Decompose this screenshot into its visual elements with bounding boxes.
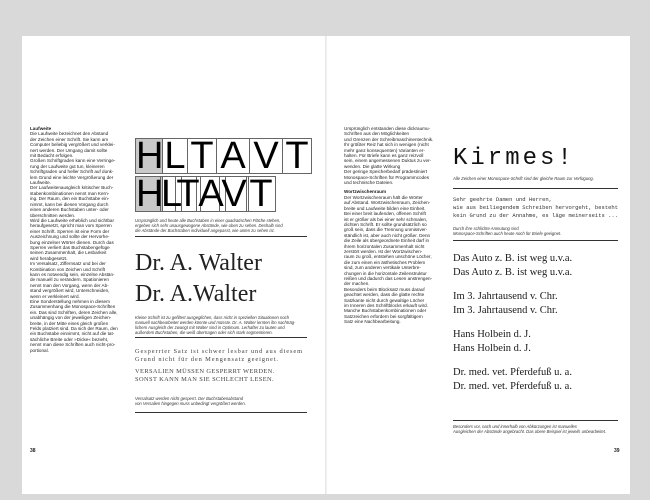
- body-text-line: geachtet werden, dass die glatte rechte: [344, 292, 425, 298]
- section-heading-wortzwischenraum: Wortzwischenraum: [344, 189, 387, 195]
- body-text-line: Der geringe Speicherbedarf prädestiniert: [344, 169, 427, 175]
- body-text-line: kann es notwendig sein, einzelne Abstän-: [30, 271, 115, 277]
- body-text-line: Der Wortzwischenraum hält die Wörter: [344, 194, 423, 200]
- body-text-line: Besonders beim Blocksatz muss darauf: [344, 286, 425, 292]
- body-text-line: Im Versalsatz, Ziffernsatz und bei der: [30, 261, 106, 267]
- divider-rule: [453, 188, 618, 189]
- abbreviation-line: Hans Holbein d. J.: [453, 329, 531, 340]
- body-text-line: Bei einer breit laufenden, offenen Schrift: [344, 211, 426, 217]
- kerning-glyph: V: [221, 173, 247, 215]
- caption-line: von Versalien hingegen muss unbedingt vergrößert werden.: [135, 401, 246, 406]
- body-text-line: sind, zum anderen vertikale Unterbre-: [344, 265, 421, 271]
- abbreviation-line: Im 3. Jahrtausend v. Chr.: [453, 291, 558, 302]
- body-text-line: der Zeichen einer Schrift. Sie kann am: [30, 136, 109, 142]
- divider-rule: [135, 236, 307, 237]
- kerning-caption: [135, 218, 310, 233]
- kerning-glyph: L: [161, 173, 183, 215]
- body-text-line: im Inneren des Schriftblocks erkauft wird.: [344, 303, 428, 308]
- kerning-cell: [219, 173, 249, 215]
- section-heading-laufweite: Laufweite: [30, 126, 52, 131]
- body-text-line: Wird die Laufweite erheblich und sichtbar: [30, 217, 115, 223]
- abbreviation-line: Dr. med. vet. Pferdefuß u. a.: [453, 367, 572, 378]
- kerning-glyph: A: [220, 135, 246, 177]
- body-text-line: dichten Schrift. Er sollte grundsätzlich so: [344, 221, 427, 227]
- divider-rule: [135, 337, 307, 338]
- body-text-line: groß sein, dass die Trennung unmissver-: [344, 227, 428, 233]
- caption-line: ergeben sich sehr unausgewogene Abstände, wie oben zu sehen. Deshalb sind: [135, 223, 283, 228]
- versal-line-1: VERSALIEN MÜSSEN GESPERRT WERDEN.: [135, 368, 275, 375]
- body-text-line: mit Bedacht erfolgen.: [30, 153, 74, 159]
- body-text-line: lem Grund eine leichte Vergrößerung der: [30, 174, 114, 180]
- body-text-line: Der Laufweitenausgleich kritischer Buch-: [30, 185, 114, 191]
- caption-line: Ausgleichen der Abstände angebracht. Das obere Beispiel ist jeweils unbearbeitet.: [453, 429, 607, 434]
- caption-line: außerdem Buchstaben, die weiß übertragen oder sich stark segmentieren.: [135, 330, 273, 335]
- gutter: [325, 36, 327, 494]
- caption-line: Versalsatz werden nicht gesperrt. Der Buchstabenabstand: [135, 396, 244, 401]
- body-text-line: seinen Zusammenhalt, die Lesbarkeit: [30, 250, 107, 256]
- body-text-line: ein Buchstabe einnimmt, nicht auf die tat-: [30, 331, 115, 337]
- body-text-line: wenn er verkleinert wird.: [30, 293, 80, 299]
- kerning-cell: [246, 173, 276, 215]
- body-text-line: die Zeile als übergeordnete Einheit darf in: [344, 238, 430, 244]
- body-text-line: nennt man den Vorgang, wenn der Ab-: [30, 282, 109, 288]
- body-text-line: reißen und dadurch das Lesen anstrengen-: [344, 275, 433, 281]
- body-text-line: raum zu groß, entstehen unschöne Löcher,: [344, 254, 432, 260]
- divider-rule: [453, 420, 618, 421]
- body-text-line: sein, einem angemessenen Duktus zu ver-: [344, 158, 432, 164]
- body-text-line: ein. Das sind Schriften, deren Zeichen alle,: [30, 309, 118, 315]
- caption-line: Durch ihre schlichte Anmutung sind: [453, 226, 519, 231]
- letter-line-1: Sehr geehrte Damen und Herren,: [453, 196, 553, 203]
- body-text-line: halten. Für Briefe kann es ganz reizvoll: [344, 153, 424, 159]
- kerning-glyph: T: [190, 135, 214, 177]
- body-text-line: der machen.: [344, 281, 370, 287]
- walter-caption: [135, 315, 310, 335]
- kerning-glyph: T: [285, 135, 309, 177]
- caption-line: die Abstände der Buchstaben individuell angepasst, wie unten zu sehen ist.: [135, 228, 275, 233]
- spaced-caption: [135, 396, 310, 406]
- page-number-right: 39: [614, 448, 620, 454]
- kerning-glyph: T: [176, 173, 200, 215]
- body-text-line: Computer beliebig vergrößert und verklei-: [30, 142, 115, 148]
- body-text-line: einer Schrift. Sperren ist eine Form der: [30, 228, 110, 234]
- caption-line: Ursprünglich und heute alle Buchstaben in einer quadratischen Fläche stehen,: [135, 218, 281, 223]
- body-text-line: Schriften aus den Möglichkeiten: [344, 131, 410, 137]
- versal-line-2: SONST KANN MAN SIE SCHLECHT LESEN.: [135, 376, 275, 383]
- body-text-line: heraufgesetzt, spricht man vom Sperren: [30, 223, 112, 229]
- body-text-line: stand vergrößert wird, Unterschneiden,: [30, 288, 110, 294]
- body-text-line: Satzkante nicht durch gewaltige Löcher: [344, 297, 425, 303]
- body-text-line: Die Laufweite bezeichnet den Abstand: [30, 131, 109, 137]
- body-text-line: ständlich ist, aber auch nicht größer. Denn: [344, 232, 431, 238]
- body-text-line: portional.: [30, 347, 49, 353]
- body-text-line: nimmt, kann bei diesen Vorgang durch: [30, 201, 109, 207]
- divider-rule: [135, 412, 307, 413]
- kirmes-mono-example: Kirmes!: [453, 145, 575, 172]
- body-text-line: mehr ganz konsequenten) Varianten er-: [344, 147, 425, 153]
- caption-line: Besonders vor, nach und innerhalb von Abkürzungen ist manuelles: [453, 424, 577, 429]
- body-text-line: Schriftgraden und heller Schrift auf dunk-: [30, 169, 114, 175]
- walter-example-unkerned: Dr. A. Walter: [135, 250, 262, 276]
- caption-line: Monospace-Schriften auch heute noch für Briefe geeignet.: [453, 231, 562, 236]
- kerning-glyph: A: [198, 173, 224, 215]
- body-text-line: Großen Schriftgraden kann eine Verringe-: [30, 158, 116, 164]
- body-text-line: Felds platziert sind. Da sich der Raum, den: [30, 326, 118, 332]
- body-text-line: auf Abstand. Wortzwischenraum, Zeichen-: [344, 200, 431, 206]
- walter-example-kerned: Dr. A.Walter: [135, 281, 257, 307]
- body-text-line: wird herabgesetzt.: [30, 255, 68, 261]
- body-text-line: Manche Buchstabenkombinationen oder: [344, 308, 427, 314]
- right-text-column: [344, 126, 440, 325]
- body-text-line: Monospace-Schriften für Programmcodes: [344, 174, 430, 180]
- abbreviation-line: Das Auto z. B. ist weg u.v.a.: [453, 253, 573, 264]
- body-text-line: ist er größer als bei einer sehr schmalen,: [344, 216, 428, 222]
- body-text-line: bung einzelner Wörter dienen. Durch das: [30, 239, 114, 245]
- body-text-line: stabenkombinationen nennt man Kern-: [30, 190, 110, 196]
- body-text-line: die zum einen ein ästhetisches Problem: [344, 259, 426, 265]
- abbreviation-line: Das Auto z. B. ist weg u.v.a.: [453, 267, 573, 278]
- body-text-line: nennt man diese Schriften auch nicht-pro-: [30, 342, 116, 348]
- body-text-line: Ihr größter Reiz hat sich in wenigen (nicht: [344, 142, 429, 148]
- divider-rule: [453, 240, 618, 241]
- letter-line-3: kein Grund zu der Annahme, es läge meinerseits ...: [453, 212, 619, 219]
- body-text-line: breite, in der Mitte eines gleich großen: [30, 320, 109, 326]
- body-text-line: Satzzeichen erfordern bei sorgfältigem: [344, 313, 423, 319]
- body-text-line: Auszeichnung und sollte der Hervorhe-: [30, 234, 110, 240]
- caption-line: Kleine Schrift ist zu gefiltert ausgeglichen, dass nicht in speziellen Situationen noch: [135, 315, 290, 320]
- letter-line-2: wie aus beiliegendem Schreiben hervorgeht, besteht: [453, 204, 619, 211]
- body-text-line: de manuell zu verändern. Spationieren: [30, 277, 109, 283]
- body-text-line: sächliche Breite oder »Dicke« bezieht,: [30, 336, 109, 342]
- body-text-line: Zusammenhang die Monospace-Schriften: [30, 304, 116, 310]
- spaced-text-line-1: Gesperrter Satz ist schwer lesbar und aus diesem: [135, 348, 303, 355]
- abbreviation-line: Im 3. Jahrtausend v. Chr.: [453, 305, 558, 316]
- kerning-cell: [249, 135, 283, 177]
- body-text-line: zerstört werden. Ist der Wortzwischen-: [344, 248, 423, 254]
- abbreviation-line: Dr. med. vet. Pferdefuß u. a.: [453, 381, 572, 392]
- body-text-line: einen anderen Buchstaben unter- oder: [30, 207, 109, 213]
- body-text-line: Eine Sonderstellung nehmen in diesem: [30, 299, 110, 304]
- kerning-cell: [162, 135, 188, 177]
- kirmes-caption: Alle Zeichen einer Monospace-Schrift sind der gleiche Raum zur Verfügung.: [453, 176, 594, 181]
- kerning-glyph: V: [253, 135, 279, 177]
- page-number-left: 38: [30, 448, 36, 454]
- abbreviation-caption: [453, 424, 633, 434]
- body-text-line: unabhängig von der jeweiligen Zeichen-: [30, 315, 112, 321]
- spaced-text-line-2: Grund nicht für den Mengensatz geeignet.: [135, 356, 279, 363]
- kerning-glyph: T: [249, 173, 273, 215]
- kerning-cell: [187, 135, 217, 177]
- body-text-line: überschnitten werden.: [30, 212, 76, 218]
- abbreviation-line: Hans Holbein d. J.: [453, 343, 531, 354]
- body-text-line: breite und Laufweite bilden eine Einheit.: [344, 205, 426, 211]
- body-text-line: nert werden. Der Umgang damit sollte: [30, 147, 108, 153]
- body-text-line: Ursprünglich entstanden diese dickraumu-: [344, 126, 431, 131]
- body-text-line: Laufweite.: [30, 180, 51, 186]
- caption-line: manuell nachbearbeitet werden könnte und müsste. Dr. A. Walter lernten ihn nachträg-: [135, 320, 296, 325]
- kerning-glyph: H: [136, 173, 164, 215]
- body-text-line: wenden. Die glatte Wirkung: [344, 163, 401, 169]
- body-text-line: rung der Laufweite gut tun, kleineren: [30, 163, 105, 169]
- body-text-line: und technische Dateien.: [344, 180, 394, 186]
- body-text-line: und Grenzen der Schreibmaschinentechnik.: [344, 136, 434, 142]
- body-text-line: chungen in die horizontale Zeilenstruktur: [344, 270, 427, 276]
- kerning-grid-kerned: [135, 173, 275, 215]
- body-text-line: Kombination von Zeichen und Schrift: [30, 266, 106, 272]
- body-text-line: Sperren verliert das Buchstabengefüge: [30, 244, 110, 250]
- letter-caption: [453, 226, 633, 236]
- body-text-line: ing. Der Raum, den ein Buchstabe ein-: [30, 196, 110, 202]
- left-text-column: [30, 126, 124, 353]
- body-text-line: Satz eine Nachbearbeitung.: [344, 319, 401, 325]
- caption-line: lichem Ausgleich der zwangt mit Walter sind in Optimum. Lerhafter zu lauten und: [135, 325, 285, 330]
- kerning-glyph: L: [164, 135, 186, 177]
- kerning-grid-unkerned: [135, 135, 311, 177]
- kerning-cell: [216, 135, 250, 177]
- body-text-line: ihrem horizontalen Zusammenhalt nicht: [344, 243, 425, 249]
- kerning-glyph: H: [136, 135, 164, 177]
- kerning-cell: [282, 135, 312, 177]
- kerning-cell: [135, 135, 164, 177]
- kerning-cell: [135, 173, 164, 215]
